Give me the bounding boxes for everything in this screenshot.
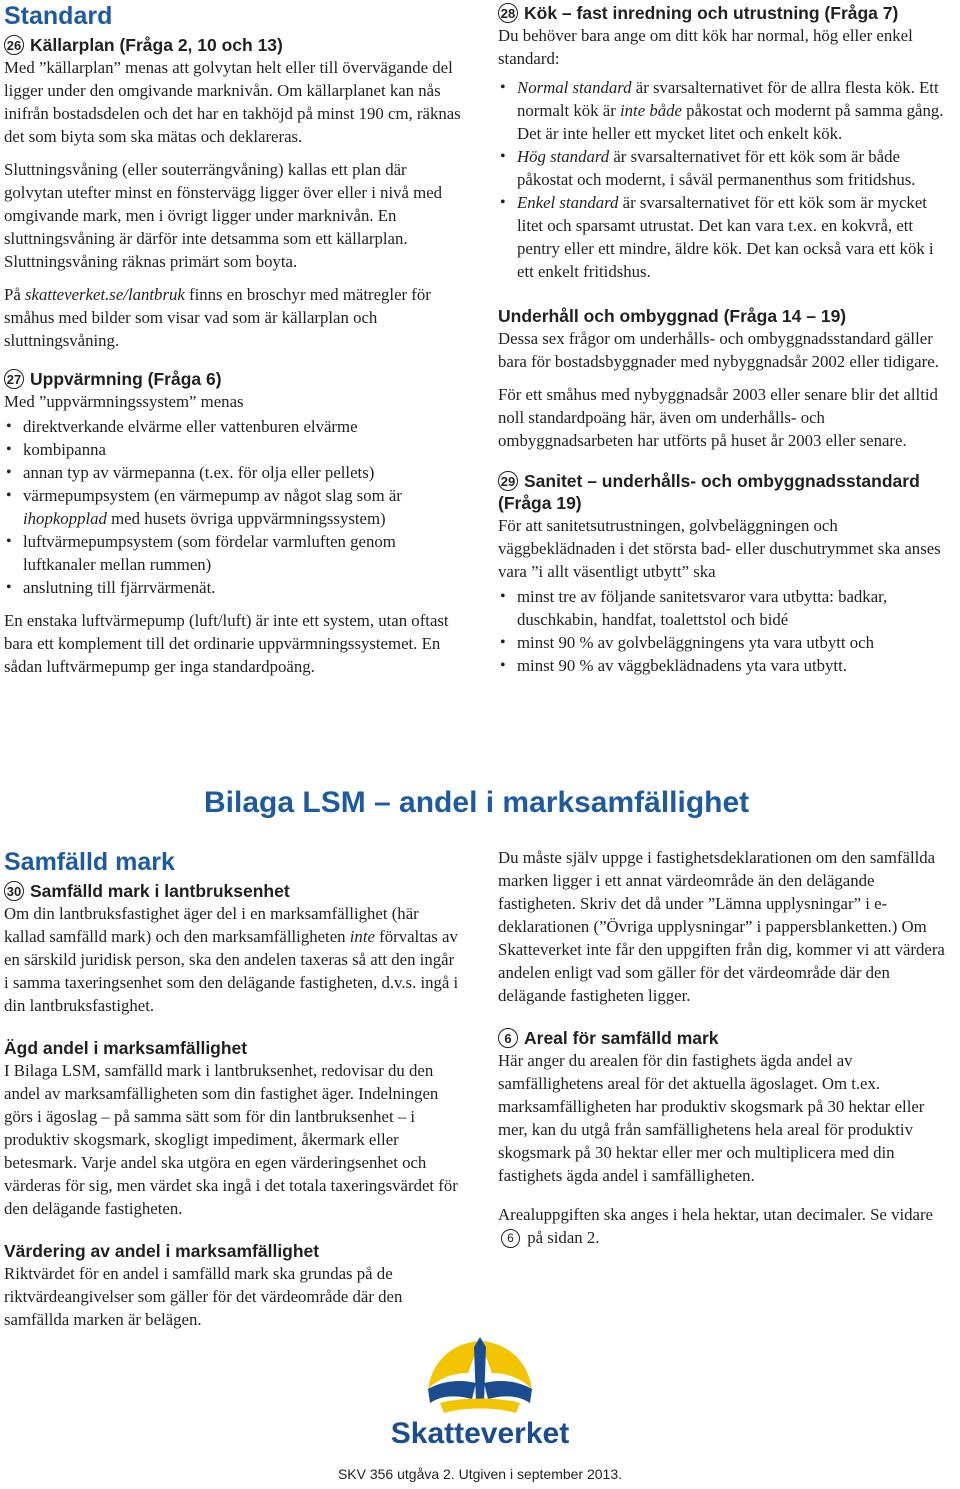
circled-number-27: 27 xyxy=(4,369,24,389)
heading-30-text: Samfälld mark i lantbruksenhet xyxy=(30,881,290,901)
list-item: • minst tre av följande sanitetsvaror vara utbytta: badkar, duschkabin, handfat, toalettstol och bidé xyxy=(498,585,953,631)
item4-b: med husets övriga uppvärmningssystem) xyxy=(106,509,386,528)
banner-title: Bilaga LSM – andel i marksamfällighet xyxy=(204,786,750,819)
crown-emblem-icon xyxy=(390,1333,570,1417)
heading-6 xyxy=(498,1027,953,1049)
heading-6-text: Areal för samfälld mark xyxy=(524,1028,719,1048)
heading-27 xyxy=(4,368,462,390)
b3-em: Enkel standard xyxy=(517,193,619,212)
heating-list xyxy=(4,415,462,599)
left-column-bottom xyxy=(4,846,462,1331)
list-item: • luftvärmepumpsystem (som fördelar varmluften genom luftkanaler mellan rummen) xyxy=(4,530,462,576)
heading-agd-andel: Ägd andel i marksamfällighet xyxy=(4,1038,248,1058)
heading-26 xyxy=(4,34,462,56)
b1-em2: inte både xyxy=(620,101,682,120)
logo-wordmark: Skatteverket xyxy=(390,1417,570,1450)
list-item xyxy=(4,484,462,530)
heading-28 xyxy=(498,2,953,24)
list-item: • annan typ av värmepanna (t.ex. för olja eller pellets) xyxy=(4,461,462,484)
circled-number-6-inline: 6 xyxy=(501,1229,520,1248)
skatteverket-logo xyxy=(390,1333,570,1453)
list-item xyxy=(498,76,953,145)
section-title-standard: Standard xyxy=(4,2,113,30)
b1-em: Normal standard xyxy=(517,78,632,97)
para-26-1: Med ”källarplan” menas att golvytan helt eller till övervägande del ligger under den omgivande marknivån. Om källarplanet kan nås inifrån bostadsdelen och det har en takhöjd på minst 190 cm, räknas det som biyta som ska mätas och deklareras. xyxy=(4,58,461,146)
b1-b: påkostat och modernt på samma gång. Det är inte heller ett mycket litet och enkelt kök. xyxy=(517,101,944,143)
para-30-em: inte xyxy=(349,927,375,946)
para-26-3-rest: finns en broschyr med mätregler för småhus med bilder som visar vad som är källarplan och sluttningsvåning. xyxy=(4,285,431,350)
heading-maintenance: Underhåll och ombyggnad (Fråga 14 – 19) xyxy=(498,306,847,326)
list-item: • anslutning till fjärrvärmenät. xyxy=(4,576,462,599)
section-title-samfalld: Samfälld mark xyxy=(4,848,175,876)
heading-vardering: Värdering av andel i marksamfällighet xyxy=(4,1241,320,1261)
para-agd-andel: I Bilaga LSM, samfälld mark i lantbruksenhet, redovisar du den andel av marksamfälligheten som din fastighet äger. Indelningen görs i ägoslag – på samma sätt som för din lantbruksenhet – i produktiv skogsmark, skogligt impediment, åkermark eller betesmark. Varje andel ska utgöra en egen värderingsenhet och värderas för sig, men värdet ska ingå i det totala taxeringsvärdet för den delägande fastigheten. xyxy=(4,1061,458,1218)
heading-26-text: Källarplan (Fråga 2, 10 och 13) xyxy=(30,35,283,55)
b3-a: är svarsalternativet för ett kök som är mycket litet och sparsamt utrustat. Det kan vara t.ex. en kokvrå, ett pentry eller ett mindre, äldre kök. Det kan också vara ett kök i ett enkelt fritidshus. xyxy=(517,193,934,281)
list-item xyxy=(498,145,953,191)
circled-number-6: 6 xyxy=(498,1028,518,1048)
circled-number-30: 30 xyxy=(4,881,24,901)
kitchen-list xyxy=(498,76,953,283)
left-column-top xyxy=(4,0,462,678)
para-6-2 xyxy=(498,1203,953,1249)
heading-29-text: Sanitet – underhålls- och ombyggnadsstandard (Fråga 19) xyxy=(498,471,920,513)
item4-em: ihopkopplad xyxy=(23,509,107,528)
b2-a: är svarsalternativet för ett kök som är både påkostat och modernt, i såväl permanenthus som fritidshus. xyxy=(517,147,916,189)
para-6: Här anger du arealen för din fastighets ägda andel av samfällighetens areal för det aktuella ägoslaget. Om t.ex. marksamfälligheten har produktiv skogsmark på 30 hektar eller mer, kan du utgå från samfällighetens hela areal för produktiv skogsmark på 30 hektar eller mer och multiplicera med din fastighets ägda andel i samfälligheten. xyxy=(498,1051,925,1185)
para-26-3 xyxy=(4,283,462,352)
para-28-intro: Du behöver bara ange om ditt kök har normal, hög eller enkel standard: xyxy=(498,26,913,68)
list-item: • kombipanna xyxy=(4,438,462,461)
footer-text: SKV 356 utgåva 2. Utgiven i september 2013. xyxy=(337,1466,623,1482)
para-27-intro: Med ”uppvärmningssystem” menas xyxy=(4,392,244,411)
sanitation-list xyxy=(498,585,953,677)
b2-em: Hög standard xyxy=(517,147,610,166)
list-item: • minst 90 % av väggbeklädnadens yta vara utbytt. xyxy=(498,654,953,677)
circled-number-26: 26 xyxy=(4,35,24,55)
para-6-2-a: Arealuppgiften ska anges i hela hektar, utan decimaler. Se vidare xyxy=(498,1205,934,1224)
para-samfalld-right: Du måste själv uppge i fastighetsdeklarationen om den samfällda marken ligger i ett annat värdeområde än den delägande fastigheten. Skriv det då under ”Lämna upplysningar” i e-deklarationen (”Övriga upplysningar” i pappersblanketten.) Om Skatteverket inte får den uppgiften från dig, kommer vi att värdera andelen enligt vad som gäller för det värdeområde där den delägande fastigheten ligger. xyxy=(498,848,945,1005)
para-27-after: En enstaka luftvärmepump (luft/luft) är inte ett system, utan oftast bara ett komplement till det ordinarie uppvärmningssystemet. En sådan luftvärmepump ger inga standardpoäng. xyxy=(4,611,449,676)
right-column-top xyxy=(498,0,953,677)
skatteverket-link[interactable]: skatteverket.se/lantbruk xyxy=(24,285,185,304)
para-maintenance-2: För ett småhus med nybyggnadsår 2003 eller senare blir det alltid noll standardpoäng här, även om underhålls- och ombyggnadsarbeten har utförts på huset år 2003 eller senare. xyxy=(498,385,938,450)
para-30-b: förvaltas av en särskild juridisk person, ska den andelen taxeras så att den ingår i samma taxeringsenhet som den delägande fastigheten, d.v.s. ingå i din lantbruksfastighet. xyxy=(4,927,459,1015)
right-column-bottom xyxy=(498,846,953,1249)
heading-27-text: Uppvärmning (Fråga 6) xyxy=(30,369,222,389)
circled-number-29: 29 xyxy=(498,471,518,491)
para-6-2-b: på sidan 2. xyxy=(527,1228,600,1247)
para-vardering: Riktvärdet för en andel i samfälld mark ska grundas på de riktvärdeangivelser som gäller för det värdeområde där den samfällda marken är belägen. xyxy=(4,1264,403,1329)
para-30-a: Om din lantbruksfastighet äger del i en marksamfällighet (här kallad samfälld mark) och den marksamfälligheten xyxy=(4,904,419,946)
list-item: • direktverkande elvärme eller vattenburen elvärme xyxy=(4,415,462,438)
para-26-3-prefix: På xyxy=(4,285,25,304)
heading-28-text: Kök – fast inredning och utrustning (Fråga 7) xyxy=(524,3,899,23)
list-item xyxy=(498,191,953,283)
para-30 xyxy=(4,902,462,1017)
para-26-2: Sluttningsvåning (eller souterrängvåning) kallas ett plan där golvytan utefter minst en fönstervägg ligger över eller i nivå med omgivande mark, men i övrigt ligger under marknivån. En sluttningsvåning är därför inte detsamma som ett källarplan. Sluttningsvåning räknas primärt som boyta. xyxy=(4,160,443,271)
list-item: • minst 90 % av golvbeläggningens yta vara utbytt och xyxy=(498,631,953,654)
circled-number-28: 28 xyxy=(498,3,518,23)
heading-30 xyxy=(4,880,462,902)
item4-a: värmepumpsystem (en värmepump av något slag som är xyxy=(23,486,402,505)
heading-29 xyxy=(498,470,953,514)
para-29-intro: För att sanitetsutrustningen, golvbeläggningen och väggbeklädnaden i det största bad- eller duschutrymmet ska anses vara ”i allt väsentligt utbytt” ska xyxy=(498,516,941,581)
b1-a: är svarsalternativet för de allra flesta kök. Ett normalt kök är xyxy=(517,78,939,120)
para-maintenance-1: Dessa sex frågor om underhålls- och ombyggnadsstandard gäller bara för bostadsbyggnader med nybyggnadsår 2002 eller tidigare. xyxy=(498,329,939,371)
